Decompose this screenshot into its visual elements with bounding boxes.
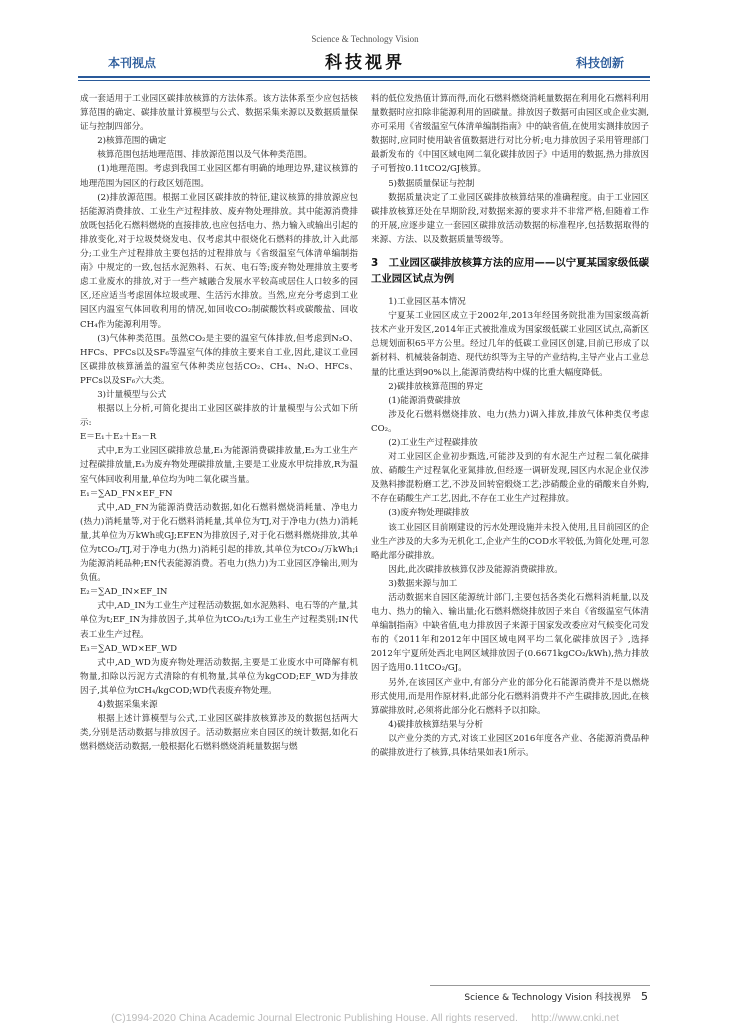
paragraph: 式中,AD_FN为能源消费活动数据,如化石燃料燃烧消耗量、净电力(热力)消耗量等,对于化石燃料消耗量,其单位为TJ,对于净电力(热力)消耗量,其单位为万kWh或GJ;EFEN为排放因子,对于化石燃料燃烧排放,其单位为tCO₂/TJ,对于净电力(热力)消耗引起的排放,其单位为tCO₂/万kWh;i为能源消耗品种;EN代表能源消费。若电力(热力)为工业园区净输出,则为负值。	[80, 502, 358, 584]
paragraph: (2)排放源范围。根据工业园区碳排放的特征,建议核算的排放源应包括能源消费排放、工业生产过程排放、废弃物处理排放。其中能源消费排放既包括化石燃料燃烧的直接排放,也应包括电力、热力输入或输出引起的排放变化,对于垃圾焚烧发电、仅考虑其中很烧化石燃料的排放,计入此部分;工业生产过程排放主要包括的过程排放与《省级温室气体清单编制指南》中规定的一致,包括水泥熟料、石灰、电石等;废弃物处理排放主要考虑工业废水的排放,对于一些产城融合发展水平较高或居住人口较多的园区,还应适当考虑固体垃圾或理、生活污水排放。当然,应充分考虑到工业园区内温室气体回收利用的情况,如回收CO₂制碳酸饮料或碳酸盐、回收CH₄作为能源利用等。	[80, 192, 358, 330]
paragraph: 活动数据来自园区能源统计部门,主要包括各类化石燃料消耗量,以及电力、热力的输入、输出量;化石燃料燃烧排放因子来自《省级温室气体清单编制指南》中缺省值,电力排放因子来源于国家发改委应对气候变化司发布的《2011年和2012年中国区域电网平均二氧化碳排放因子》,选择2012年宁夏所处西北电网区域排放因子(0.6671kgCO₂/kWh),热力排放因子选用0.11tCO₂/GJ。	[371, 593, 649, 674]
paragraph: 3)计量模型与公式	[97, 389, 167, 400]
paragraph: 核算范围包括地理范围、排放源范围以及气体种类范围。	[97, 150, 313, 161]
paragraph: 4)碳排放核算结果与分析	[388, 719, 483, 730]
paragraph: (2)工业生产过程碳排放	[388, 437, 478, 448]
paragraph: (3)废弃物处理碳排放	[388, 508, 470, 519]
paragraph: 2)核算范围的确定	[97, 136, 167, 147]
journal-chinese-title: 科技视界	[325, 53, 405, 73]
paragraph: (1)地理范围。考虑到我国工业园区都有明确的地理边界,建议核算的地理范围为园区的行政区划范围。	[80, 164, 358, 189]
paragraph: 1)工业园区基本情况	[388, 297, 466, 308]
journal-english-title: Science & Technology Vision	[311, 34, 419, 44]
paragraph: 式中,E为工业园区碳排放总量,E₁为能源消费碳排放量,E₂为工业生产过程碳排放量,E₃为废弃物处理碳排放量,主要是工业废水甲烷排放,R为温室气体回收利用量,单位均为吨二氧化碳当量。	[80, 446, 358, 485]
section-label-right: 科技创新	[575, 56, 624, 70]
paragraph: 以产业分类的方式,对该工业园区2016年度各产业、各能源消费品种的碳排放进行了核算,具体结果如表1所示。	[371, 733, 649, 759]
paragraph: 2)碳排放核算范围的界定	[388, 381, 483, 392]
header-rule-thin	[78, 80, 650, 81]
section-3-heading: 3 工业园区碳排放核算方法的应用——以宁夏某国家级低碳工业园区试点为例	[371, 257, 649, 286]
footer-journal: Science & Technology Vision 科技视界	[464, 993, 631, 1003]
left-text-column	[80, 92, 358, 754]
paragraph: 宁夏某工业园区成立于2002年,2013年经国务院批准为国家级高新技术产业开发区,2014年正式被批准成为国家级低碳工业园区试点,高新区总规划面积65平方公里。经过几年的低碳工业园区创建,目前已形成了以新材料、机械装备制造、现代纺织等为主导的产业结构,主导产业占工业总量的比重达到90%以上,能源消费结构中煤的比重大幅度降低。	[371, 311, 649, 378]
footer-rule	[430, 985, 650, 986]
equation: E＝E₁＋E₂＋E₃－R	[80, 432, 157, 443]
right-column-upper	[371, 92, 649, 247]
right-column-lower	[371, 295, 649, 760]
equation: E₃＝∑AD_WD×EF_WD	[80, 643, 178, 654]
paragraph: (3)气体种类范围。虽然CO₂是主要的温室气体排放,但考虑到N₂O、HFCs、PFCs以及SF₆等温室气体的排放主要来自工业,因此,建议工业园区碳排放核算涵盖的温室气体种类应包括CO₂、CH₄、N₂O、HFCs、PFCs以及SF₆六大类。	[80, 333, 358, 386]
page-footer	[464, 990, 648, 1003]
paragraph: (1)能源消费碳排放	[388, 395, 461, 406]
paragraph: 因此,此次碳排放核算仅涉及能源消费碳排放。	[388, 564, 563, 575]
page-number: 5	[641, 990, 648, 1003]
paragraph: 式中,AD_WD为废弃物处理活动数据,主要是工业废水中可降解有机物量,扣除以污泥方式清除的有机物量,其单位为kgCOD;EF_WD为排放因子,其单位为tCH₄/kgCOD;WD代表废弃物处理。	[80, 657, 358, 696]
paragraph: 料的低位发热值计算而得,而化石燃料燃烧消耗量数据在利用化石燃料利用量数据时应扣除非能源利用的固碳量。排放因子数据可由园区或企业实测,亦可采用《省级温室气体清单编制指南》中的缺省值,在使用实测排放因子数据时,应同时使用缺省值数据进行对比分析;电力排放因子采用管理部门最新发布的《中国区域电网二氧化碳排放因子》中适用的数据,热力排放因子可暂按0.11tCO2/GJ核算。	[371, 94, 649, 175]
equation: E₂＝∑AD_IN×EF_IN	[80, 587, 168, 598]
paragraph: 涉及化石燃料燃烧排放、电力(热力)调入排放,排放气体种类仅考虑CO₂。	[371, 409, 649, 434]
equation: E₁＝∑AD_FN×EF_FN	[80, 488, 173, 499]
paragraph: 4)数据采集来源	[97, 700, 158, 711]
paragraph: 该工业园区目前刚建设的污水处理设施并未投入使用,且目前园区的企业生产涉及的大多为无机化工,企业产生的COD水平较低,为简化处理,可忽略此部分碳排放。	[371, 522, 649, 561]
paragraph: 根据上述计算模型与公式,工业园区碳排放核算涉及的数据包括两大类,分别是活动数据与排放因子。活动数据应来自园区的统计数据,如化石燃料燃烧活动数据,一般根据化石燃料燃烧消耗量数据与燃	[80, 714, 358, 753]
paragraph: 另外,在该园区产业中,有部分产业的部分化石能源消费并不是以燃烧形式使用,而是用作原材料,此部分化石燃料消费并不产生碳排放,因此,在核算碳排放时,必须将此部分化石燃料予以扣除。	[371, 677, 649, 716]
copyright-watermark: (C)1994-2020 China Academic Journal Electronic Publishing House. All rights reserved. http://www.cnki.net	[111, 1012, 619, 1024]
right-text-column	[371, 92, 649, 760]
section-label-left: 本刊视点	[108, 56, 157, 70]
paragraph: 成一套适用于工业园区碳排放核算的方法体系。该方法体系至少应包括核算范围的确定、碳排放量计算模型与公式、数据采集来源以及数据质量保证与控制四部分。	[80, 94, 358, 133]
paragraph: 数据质量决定了工业园区碳排放核算结果的准确程度。由于工业园区碳排放核算还处在早期阶段,对数据来源的要求并不非常严格,但随着工作的开展,应逐步建立一套园区碳排放活动数据的标准程序,包括数据取得的来源、方法、以及数据质量等级等。	[371, 192, 649, 245]
paragraph: 3)数据来源与加工	[388, 578, 458, 589]
paragraph: 根据以上分析,可简化提出工业园区碳排放的计量模型与公式如下所示:	[80, 404, 358, 429]
paragraph: 式中,AD_IN为工业生产过程活动数据,如水泥熟料、电石等的产量,其单位为t;EF_IN为排放因子,其单位为tCO₂/t;i为工业生产过程类别;IN代表工业生产过程。	[80, 601, 358, 640]
header-rule-thick	[78, 76, 650, 78]
paragraph: 5)数据质量保证与控制	[388, 178, 475, 189]
paragraph: 对工业园区企业初步甄选,可能涉及到的有水泥生产过程二氧化碳排放、硝酸生产过程氧化亚氮排放,但经逐一调研发现,园区内水泥企业仅涉及熟料掺混粉磨工艺,不涉及回转窑煅烧工艺;涉硝酸企业的硝酸来自外购,不存在硝酸生产工艺,因此,不存在工业生产过程排放。	[371, 452, 649, 505]
